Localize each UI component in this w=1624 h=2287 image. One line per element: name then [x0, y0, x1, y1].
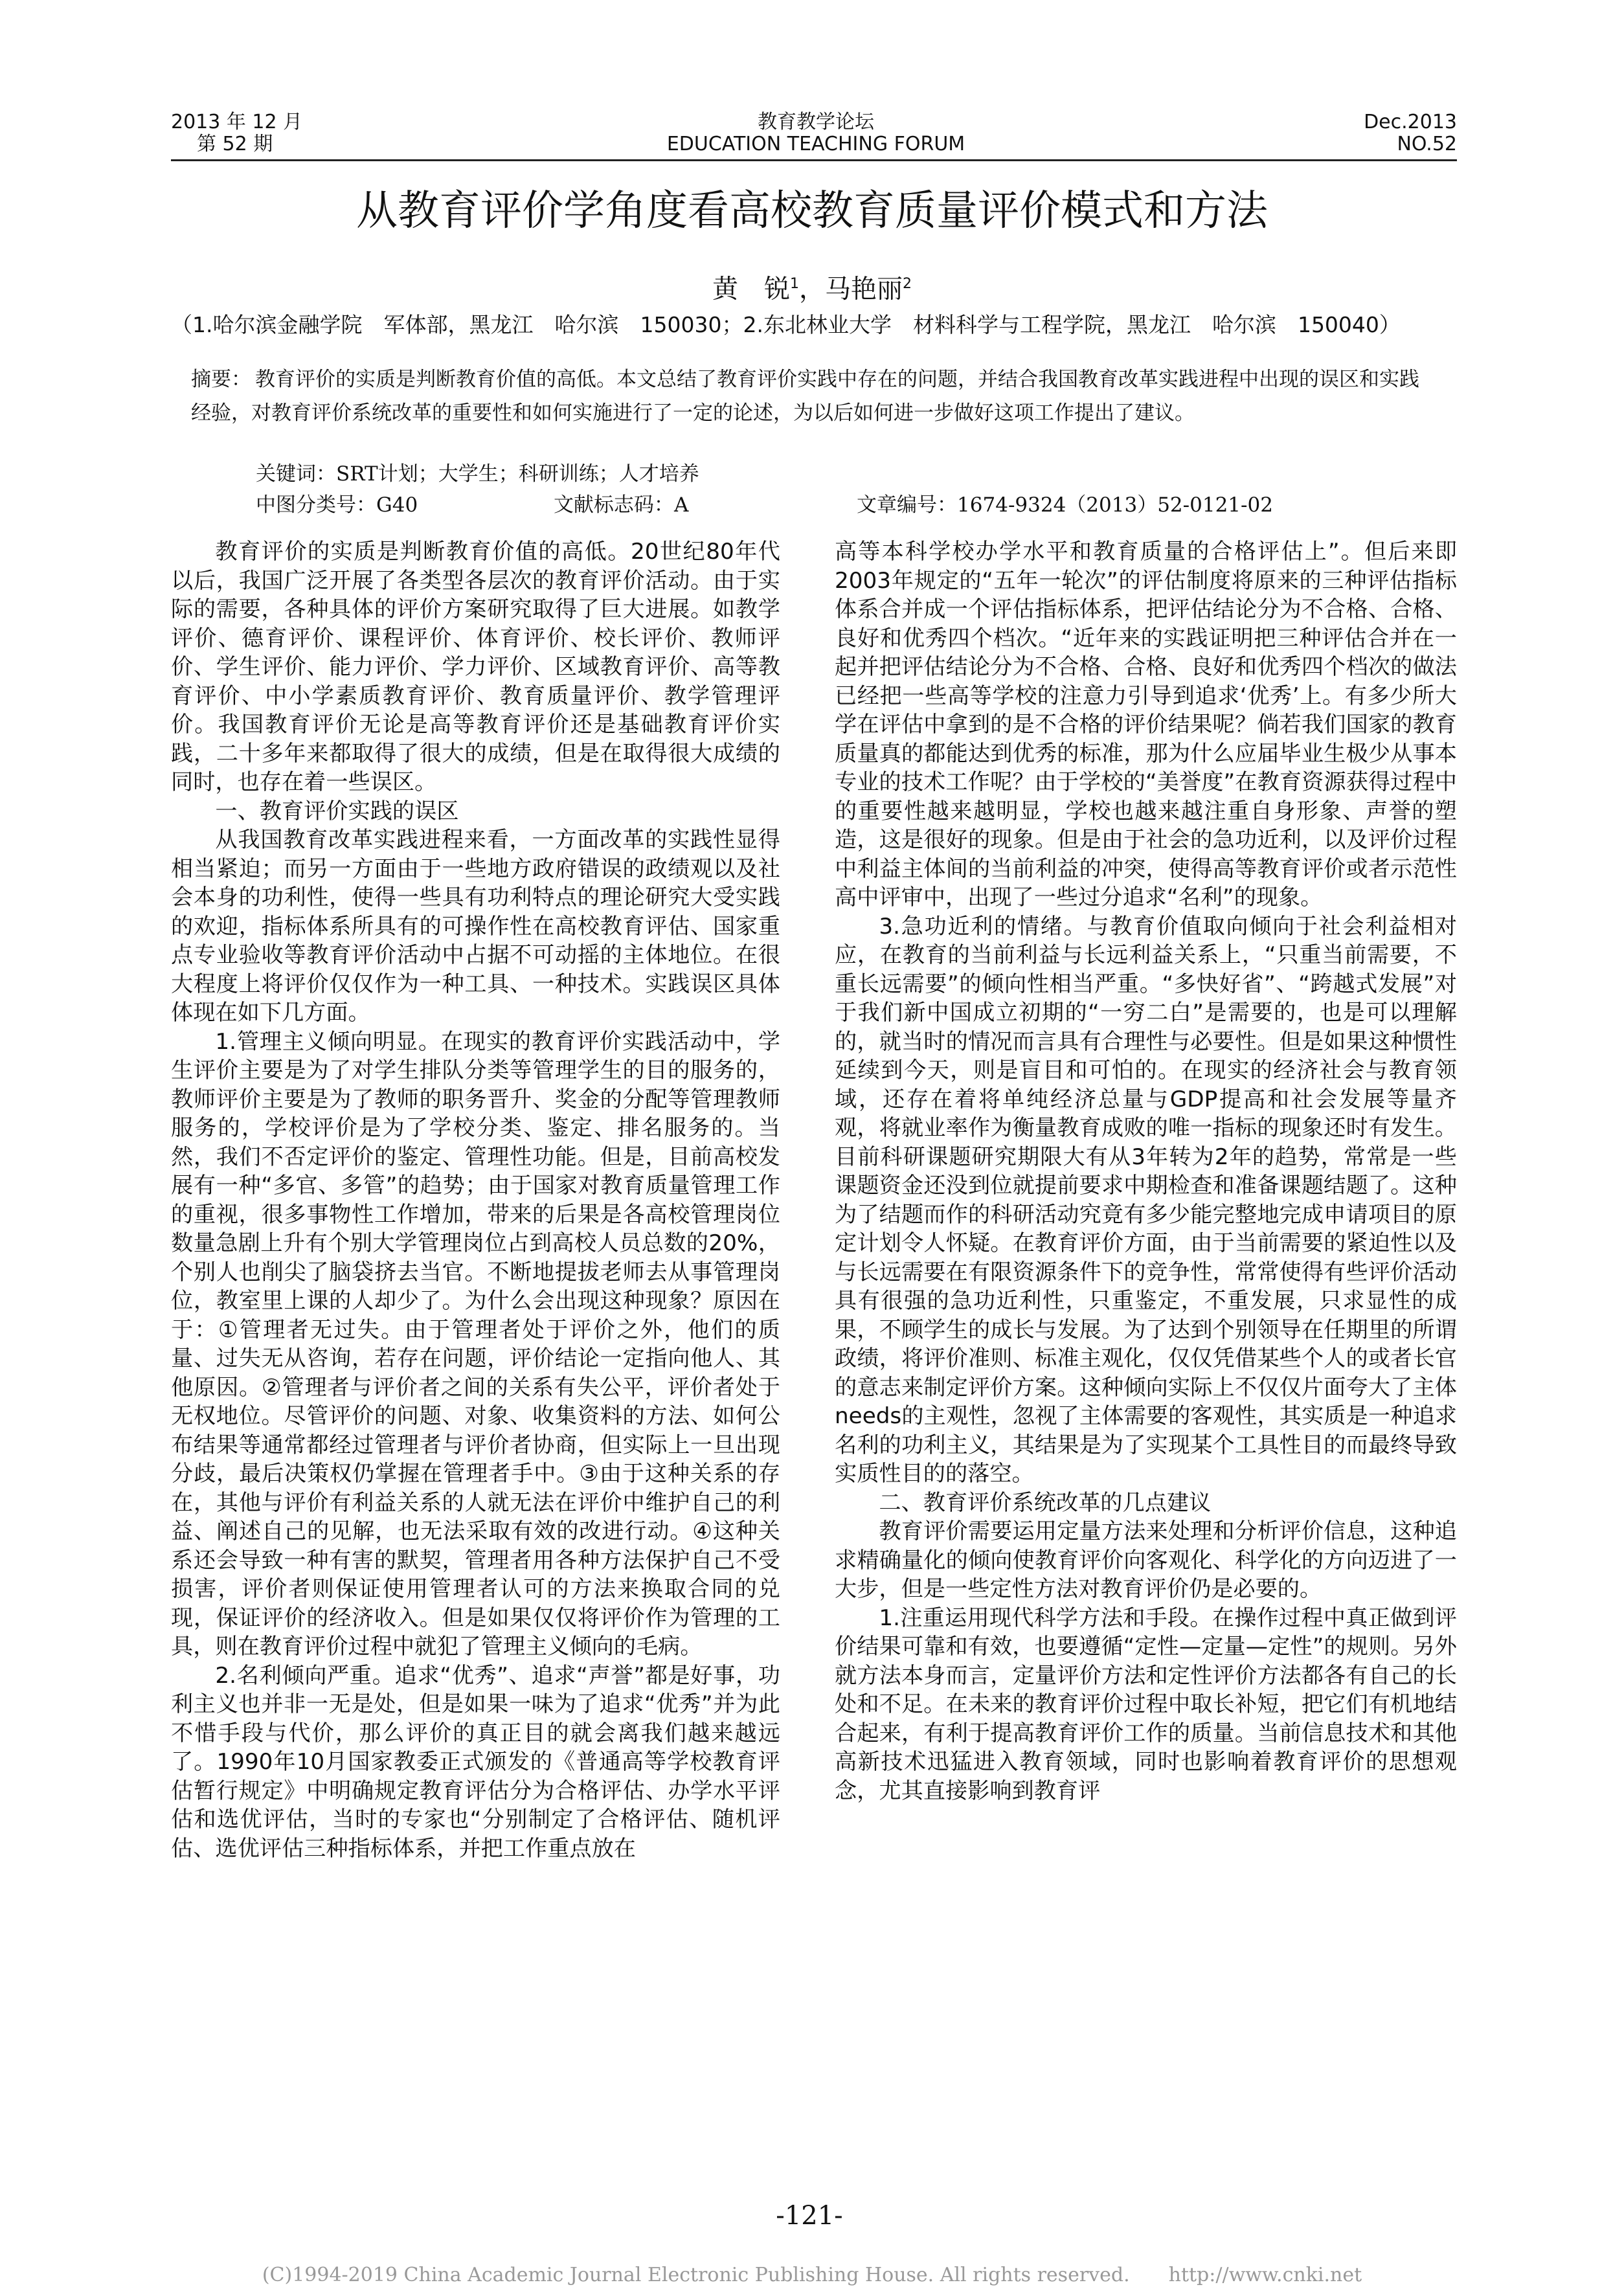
header-right	[1340, 111, 1457, 155]
clc-label: 中图分类号：	[256, 493, 376, 517]
paragraph: 2.名利倾向严重。追求“优秀”、追求“声誉”都是好事，功利主义也并非一无是处，但是如果一味为了追求“优秀”并为此不惜手段与代价，那么评价的真正目的就会离我们越来越远了。1990年10月国家教委正式颁发的《普通高等学校教育评估暂行规定》中明确规定教育评估分为合格评估、办学水平评估和选优评估，当时的专家也“分别制定了合格评估、随机评估、选优评估三种指标体系，并把工作重点放在	[171, 1662, 780, 1862]
page-number: -121-	[776, 2201, 843, 2231]
paragraph: 3.急功近利的情绪。与教育价值取向倾向于社会利益相对应，在教育的当前利益与长远利益关系上，“只重当前需要，不重长远需要”的倾向性相当严重。“多快好省”、“跨越式发展”对于我们新中国成立初期的“一穷二白”是需要的，也是可以理解的，就当时的情况而言具有合理性与必要性。但是如果这种惯性延续到今天，则是盲目和可怕的。在现实的经济社会与教育领域，还存在着将单纯经济总量与GDP提高和社会发展等量齐观，将就业率作为衡量教育成败的唯一指标的现象还时有发生。目前科研课题研究期限大有从3年转为2年的趋势，常常是一些课题资金还没到位就提前要求中期检查和准备课题结题了。这种为了结题而作的科研活动究竟有多少能完整地完成申请项目的原定计划令人怀疑。在教育评价方面，由于当前需要的紧迫性以及与长远需要在有限资源条件下的竞争性，常常使得有些评价活动具有很强的急功近利性，只重鉴定，不重发展，只求显性的成果，不顾学生的成长与发展。为了达到个别领导在任期里的所谓政绩，将评价准则、标准主观化，仅仅凭借某些个人的或者长官的意志来制定评价方案。这种倾向实际上不仅仅片面夸大了主体needs的主观性，忽视了主体需要的客观性，其实质是一种追求名利的功利主义，其结果是为了实现某个工具性目的而最终导致实质性目的的落空。	[835, 913, 1457, 1487]
paragraph-continued: 高等本科学校办学水平和教育质量的合格评估上”。但后来即2003年规定的“五年一轮次”的评估制度将原来的三种评估指标体系合并成一个评估指标体系，把评估结论分为不合格、合格、良好和优秀四个档次。“近年来的实践证明把三种评估合并在一起并把评估结论分为不合格、合格、良好和优秀四个档次的做法已经把一些高等学校的注意力引导到追求‘优秀’上。有多少所大学在评估中拿到的是不合格的评价结果呢？倘若我们国家的教育质量真的都能达到优秀的标准，那为什么应届毕业生极少从事本专业的技术工作呢？由于学校的“美誉度”在教育资源获得过程中的重要性越来越明显，学校也越来越注重自身形象、声誉的塑造，这是很好的现象。但是由于社会的急功近利，以及评价过程中利益主体间的当前利益的冲突，使得高等教育评价或者示范性高中评审中，出现了一些过分追求“名利”的现象。	[835, 539, 1457, 910]
body-column-right	[835, 537, 1457, 1805]
paragraph: 1.管理主义倾向明显。在现实的教育评价实践活动中，学生评价主要是为了对学生排队分类等管理学生的目的服务的，教师评价主要是为了教师的职务晋升、奖金的分配等管理教师服务的，学校评价是为了学校分类、鉴定、排名服务的。当然，我们不否定评价的鉴定、管理性功能。但是，目前高校发展有一种“多官、多管”的趋势；由于国家对教育质量管理工作的重视，很多事物性工作增加，带来的后果是各高校管理岗位数量急剧上升有个别大学管理岗位占到高校人员总数的20%，个别人也削尖了脑袋挤去当官。不断地提拔老师去从事管理岗位，教室里上课的人却少了。为什么会出现这种现象？原因在于：①管理者无过失。由于管理者处于评价之外，他们的质量、过失无从咨询，若存在问题，评价结论一定指向他人、其他原因。②管理者与评价者之间的关系有失公平，评价者处于无权地位。尽管评价的问题、对象、收集资料的方法、如何公布结果等通常都经过管理者与评价者协商，但实际上一旦出现分歧，最后决策权仍掌握在管理者手中。③由于这种关系的存在，其他与评价有利益关系的人就无法在评价中维护自己的利益、阐述自己的见解，也无法采取有效的改进行动。④这种关系还会导致一种有害的默契，管理者用各种方法保护自己不受损害，评价者则保证使用管理者认可的方法来换取合同的兑现，保证评价的经济收入。但是如果仅仅将评价作为管理的工具，则在教育评价过程中就犯了管理主义倾向的毛病。	[171, 1028, 780, 1660]
journal-name-cn: 教育教学论坛	[758, 111, 874, 133]
section-heading-2: 二、教育评价系统改革的几点建议	[879, 1489, 1212, 1516]
paragraph: 从我国教育改革实践进程来看，一方面改革的实践性显得相当紧迫；而另一方面由于一些地方政府错误的政绩观以及社会本身的功利性，使得一些具有功利特点的理论研究大受实践的欢迎，指标体系所具有的可操作性在高校教育评估、国家重点专业验收等教育评价活动中占据不可动摇的主体地位。在很大程度上将评价仅仅作为一种工具、一种技术。实践误区具体体现在如下几方面。	[171, 827, 780, 1026]
article-no-value: 1674-9324（2013）52-0121-02	[957, 493, 1273, 517]
affiliations: （1.哈尔滨金融学院 军体部，黑龙江 哈尔滨 150030；2.东北林业大学 材料科学与工程学院，黑龙江 哈尔滨 150040）	[171, 312, 1401, 337]
article-no-label: 文章编号：	[857, 493, 958, 517]
section-heading-1: 一、教育评价实践的误区	[215, 798, 459, 824]
header-left	[171, 111, 302, 155]
paragraph: 教育评价需要运用定量方法来处理和分析评价信息，这种追求精确量化的倾向使教育评价向客观化、科学化的方向迈进了一大步，但是一些定性方法对教育评价仍是必要的。	[835, 1518, 1457, 1602]
author-2: 马艳丽	[825, 274, 903, 304]
clc-value: G40	[376, 493, 418, 517]
keywords-text: SRT计划；大学生；科研训练；人才培养	[336, 462, 699, 486]
body-column-left	[171, 537, 780, 1863]
paper-title: 从教育评价学角度看高校教育质量评价模式和方法	[356, 187, 1268, 235]
keywords	[256, 458, 699, 490]
header-issue-en: NO.52	[1397, 133, 1457, 155]
authors	[164, 268, 1460, 305]
header-rule	[171, 159, 1457, 161]
header-issue: 第 52 期	[197, 133, 273, 155]
keywords-label: 关键词：	[256, 462, 336, 486]
author-1-affil: 1	[790, 276, 799, 292]
journal-name-en: EDUCATION TEACHING FORUM	[666, 133, 965, 155]
abstract-label: 摘要：	[191, 368, 251, 391]
abstract-text: 教育评价的实质是判断教育价值的高低。本文总结了教育评价实践中存在的问题，并结合我国教育改革实践进程中出现的误区和实践经验，对教育评价系统改革的重要性和如何实施进行了一定的论述，为以后如何进一步做好这项工作提出了建议。	[191, 368, 1419, 425]
paragraph-intro: 教育评价的实质是判断教育价值的高低。20世纪80年代以后，我国广泛开展了各类型各层次的教育评价活动。由于实际的需要，各种具体的评价方案研究取得了巨大进展。如教学评价、德育评价、课程评价、体育评价、校长评价、教师评价、学生评价、能力评价、学力评价、区域教育评价、高等教育评价、中小学素质教育评价、教育质量评价、教学管理评价。我国教育评价无论是高等教育评价还是基础教育评价实践，二十多年来都取得了很大的成绩，但是在取得很大成绩的同时，也存在着一些误区。	[171, 539, 780, 795]
header-date-en: Dec.2013	[1364, 111, 1457, 133]
header-center	[648, 111, 984, 155]
author-2-affil: 2	[903, 276, 912, 292]
paragraph: 1.注重运用现代科学方法和手段。在操作过程中真正做到评价结果可靠和有效，也要遵循“定性—定量—定性”的规则。另外就方法本身而言，定量评价方法和定性评价方法都各有自己的长处和不足。在未来的教育评价过程中取长补短，把它们有机地结合起来，有利于提高教育评价工作的质量。当前信息技术和其他高新技术迅猛进入教育领域，同时也影响着教育评价的思想观念，尤其直接影响到教育评	[835, 1605, 1457, 1804]
doc-code-value: A	[673, 493, 689, 517]
header-date: 2013 年 12 月	[171, 111, 303, 133]
author-separator: ，	[799, 274, 825, 304]
classification-line	[256, 490, 1447, 521]
doc-code-label: 文献标志码：	[553, 493, 674, 517]
abstract	[191, 363, 1421, 430]
copyright-footer: (C)1994-2019 China Academic Journal Electronic Publishing House. All rights reserved. http://www.cnki.net	[262, 2264, 1362, 2286]
author-1: 黄 锐	[712, 274, 790, 304]
